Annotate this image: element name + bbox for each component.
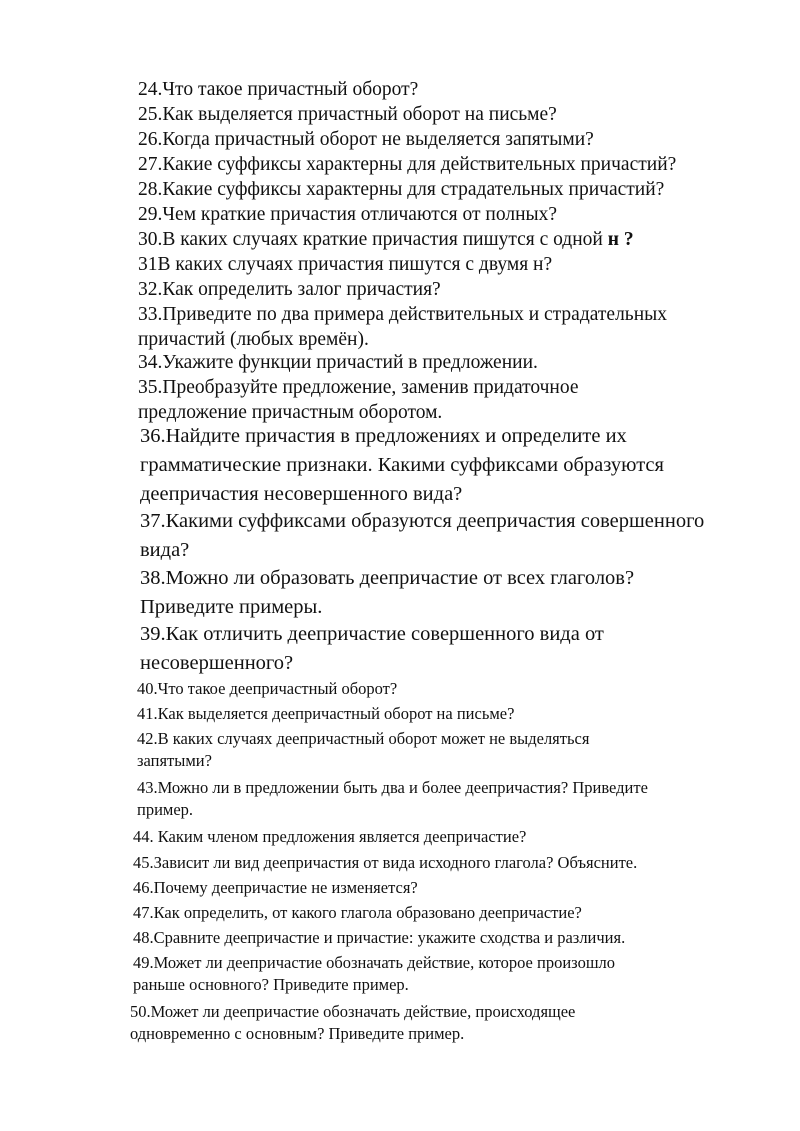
question-25-line-1: 25.Как выделяется причастный оборот на письме? xyxy=(138,104,557,125)
question-42 xyxy=(137,728,589,772)
question-27 xyxy=(138,152,676,177)
question-24-line-1: 24.Что такое причастный оборот? xyxy=(138,79,419,100)
question-38-line-1: 38.Можно ли образовать деепричастие от всех глаголов? xyxy=(140,567,635,589)
question-31-line-1: 31В каких случаях причастия пишутся с двумя н? xyxy=(138,254,553,275)
question-39-line-2: несовершенного? xyxy=(140,652,294,674)
question-37 xyxy=(140,507,704,565)
question-30 xyxy=(138,227,634,252)
question-30-line-1: 30.В каких случаях краткие причастия пишутся с одной xyxy=(138,229,608,250)
question-46 xyxy=(133,877,418,899)
question-33-line-2: причастий (любых времён). xyxy=(138,329,369,350)
question-31 xyxy=(138,252,552,277)
question-44 xyxy=(133,826,526,848)
question-49 xyxy=(133,952,615,996)
question-50-line-1: 50.Может ли деепричастие обозначать действие, происходящее xyxy=(130,1002,576,1021)
question-36-line-3: деепричастия несовершенного вида? xyxy=(140,483,463,505)
question-41 xyxy=(137,703,514,725)
question-41-line-1: 41.Как выделяется деепричастный оборот на письме? xyxy=(137,704,515,723)
question-36-line-2: грамматические признаки. Какими суффиксами образуются xyxy=(140,454,664,476)
question-38-line-2: Приведите примеры. xyxy=(140,596,323,618)
question-50-line-2: одновременно с основным? Приведите пример. xyxy=(130,1024,465,1043)
question-36 xyxy=(140,422,664,509)
question-45 xyxy=(133,852,637,874)
question-49-line-1: 49.Может ли деепричастие обозначать действие, которое произошло xyxy=(133,953,616,972)
question-29-line-1: 29.Чем краткие причастия отличаются от полных? xyxy=(138,204,558,225)
question-43-line-1: 43.Можно ли в предложении быть два и более деепричастия? Приведите xyxy=(137,778,648,797)
question-28-line-1: 28.Какие суффиксы характерны для страдательных причастий? xyxy=(138,179,665,200)
question-35 xyxy=(138,375,579,425)
question-34 xyxy=(138,350,538,375)
question-49-line-2: раньше основного? Приведите пример. xyxy=(133,975,409,994)
question-28 xyxy=(138,177,664,202)
question-43 xyxy=(137,777,648,821)
question-44-line-1: 44. Каким членом предложения является деепричастие? xyxy=(133,827,527,846)
question-40 xyxy=(137,678,397,700)
question-37-line-1: 37.Какими суффиксами образуются деепричастия совершенного xyxy=(140,510,705,532)
question-27-line-1: 27.Какие суффиксы характерны для действительных причастий? xyxy=(138,154,677,175)
question-47 xyxy=(133,902,582,924)
question-35-line-1: 35.Преобразуйте предложение, заменив придаточное xyxy=(138,377,579,398)
question-24 xyxy=(138,77,418,102)
question-38 xyxy=(140,564,634,622)
question-32-line-1: 32.Как определить залог причастия? xyxy=(138,279,441,300)
question-33-line-1: 33.Приведите по два примера действительных и страдательных xyxy=(138,304,667,325)
question-25 xyxy=(138,102,557,127)
question-37-line-2: вида? xyxy=(140,539,190,561)
question-36-line-1: 36.Найдите причастия в предложениях и определите их xyxy=(140,425,627,447)
question-43-line-2: пример. xyxy=(137,800,194,819)
question-39-line-1: 39.Как отличить деепричастие совершенного вида от xyxy=(140,623,604,645)
question-35-line-2: предложение причастным оборотом. xyxy=(138,402,443,423)
question-29 xyxy=(138,202,557,227)
question-48 xyxy=(133,927,625,949)
question-40-line-1: 40.Что такое деепричастный оборот? xyxy=(137,679,398,698)
question-42-line-1: 42.В каких случаях деепричастный оборот может не выделяться xyxy=(137,729,590,748)
question-42-line-2: запятыми? xyxy=(137,751,212,770)
question-33 xyxy=(138,302,667,352)
question-39 xyxy=(140,620,604,678)
question-46-line-1: 46.Почему деепричастие не изменяется? xyxy=(133,878,418,897)
question-47-line-1: 47.Как определить, от какого глагола образовано деепричастие? xyxy=(133,903,582,922)
question-30-bold-suffix: н ? xyxy=(607,229,634,250)
question-32 xyxy=(138,277,441,302)
question-50 xyxy=(130,1001,575,1045)
question-26-line-1: 26.Когда причастный оборот не выделяется запятыми? xyxy=(138,129,594,150)
question-34-line-1: 34.Укажите функции причастий в предложении. xyxy=(138,352,538,373)
question-45-line-1: 45.Зависит ли вид деепричастия от вида исходного глагола? Объясните. xyxy=(133,853,638,872)
question-48-line-1: 48.Сравните деепричастие и причастие: укажите сходства и различия. xyxy=(133,928,626,947)
question-26 xyxy=(138,127,594,152)
